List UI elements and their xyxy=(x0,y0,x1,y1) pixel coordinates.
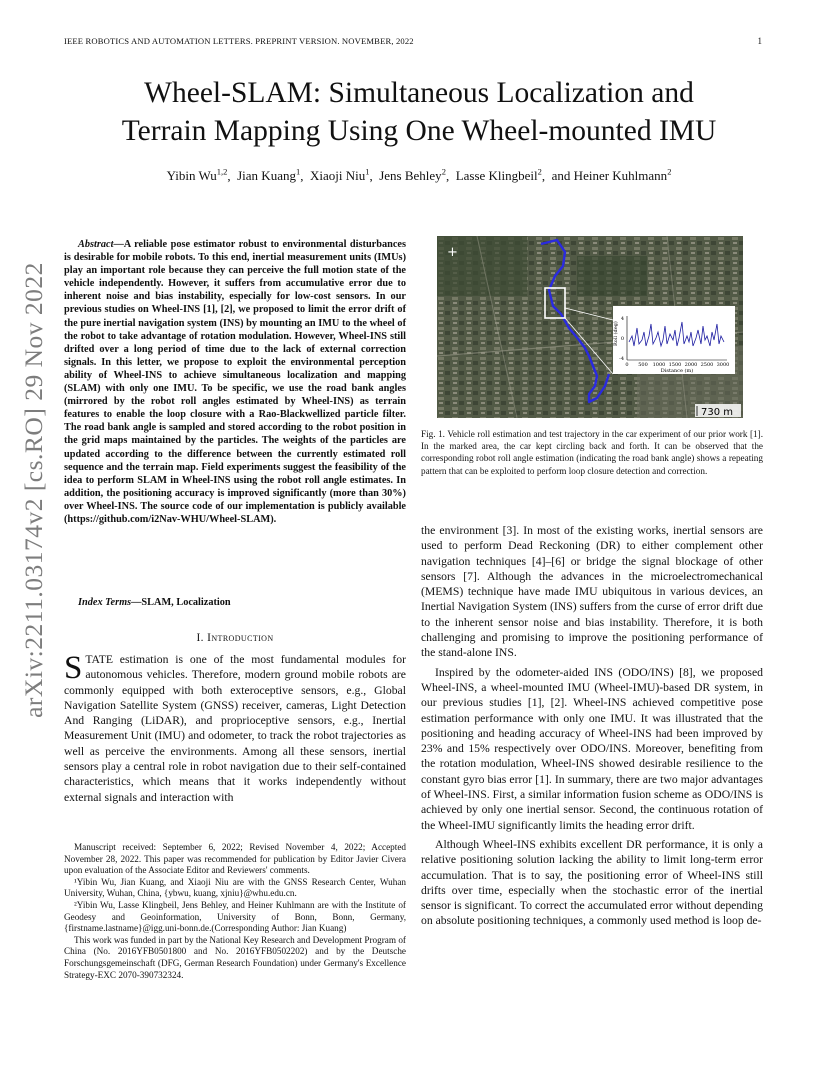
inset-ytick: -4 xyxy=(619,356,624,362)
inset-ylabel: Roll (deg) xyxy=(613,321,619,346)
index-terms-text: —SLAM, Localization xyxy=(131,597,231,608)
inset-ytick: 4 xyxy=(620,316,624,322)
abstract-text: —A reliable pose estimator robust to environmental disturbances is desirable for mobile robots. To this end, inertial measurement units (IMUs) play an important role because they can perceive the full motion state of the vehicle independently. However, it suffers from accumulative error due to inherent noise and bias instability, especially for low-cost sensors. In our previous studies on Wheel-INS [1], [2], we proposed to limit the error drift of the pure inertial navigation system (INS) by mounting an IMU to the wheel of the robot to take advantage of rotation modulation. However, Wheel-INS still drifted over a long period of time due to the lack of external correction signals. In this letter, we propose to exploit the environmental perception ability of Wheel-INS to achieve simultaneous localization and mapping (SLAM) with only one IMU. To be specific, we use the road bank angles (mirrored by the robot roll angles estimated by Wheel-INS) as terrain features to enable the loop closure with a Rao-Blackwellized particle filter. The road bank angle is sampled and stored according to the robot position in the grid maps maintained by the particles. The weights of the particles are updated according to the difference between the currently estimated roll sequence and the terrain map. Field experiments suggest the feasibility of the idea to perform SLAM in Wheel-INS using the robot roll angle estimates. In addition, the positioning accuracy is improved significantly (more than 30%) over Wheel-INS. The source code of our implementation is publicly available (https://github.com/i2Nav-WHU/Wheel-SLAM). xyxy=(64,239,406,525)
paragraph: Although Wheel-INS exhibits excellent DR performance, it is only a relative positioning solution lacking the ability to limit long-term error accumulation. That is to say, the positioning error of Wheel-INS still drifts over time, especially when the stochastic error of the inertial sensor is significant. To correct the accumulated error without depending on absolute positioning techniques, a commonly used method is loop de- xyxy=(421,837,763,928)
inset-xtick: 2500 xyxy=(700,362,714,368)
author: Xiaoji Niu$^1$ xyxy=(309,167,370,184)
inset-xtick: 1500 xyxy=(668,362,682,368)
inset-xtick: 3000 xyxy=(716,362,730,368)
author: Lasse Klingbeil$^2$ xyxy=(455,167,542,184)
author: Jens Behley$^2$ xyxy=(379,167,446,184)
author-list: Yibin Wu$^{1,2}$, Jian Kuang$^1$, Xiaoji Niu$^1$, Jens Behley$^2$, Lasse Klingbeil$^2$, and Heiner Kuhlmann$^2$ xyxy=(166,167,672,184)
footnote: Manuscript received: September 6, 2022; Revised November 4, 2022; Accepted November 28, 2022. This paper was recommended for publication by Editor Javier Civera upon evaluation of the Associate Editor and Reviewers' comments. xyxy=(64,842,406,876)
paragraph: Inspired by the odometer-aided INS (ODO/INS) [8], we proposed Wheel-INS, a wheel-mounted IMU (Wheel-IMU)-based DR system, in our previous studies [1], [2]. Wheel-INS achieved competitive pose estimation performance with only one IMU. It was illustrated that the positioning and heading accuracy of Wheel-INS had been improved by 23% and 15% respectively over ODO/INS. Moreover, benefiting from the rotation modulation, Wheel-INS showed desirable resilience to the constant gyro bias error [1]. In summary, there are two major advantages of Wheel-INS. First, a similar information fusion scheme as ODO/INS is achieved by only one inertial sensor. Second, the continuous rotation of the Wheel-IMU significantly limits the heading error drift. xyxy=(421,665,763,832)
footnotes xyxy=(64,842,406,981)
intro-text: TATE estimation is one of the most fundamental modules for autonomous vehicles. Therefore, modern ground mobile robots are commonly equipped with both exteroceptive sensors, e.g., Global Navigation Satellite System (GNSS) receiver, cameras, Light Detection And Ranging (LiDAR), and proprioceptive sensors, e.g., Inertial Measurement Unit (IMU) and odometer, to track the robot trajectories as well as perceive the environments. Among all these sensors, inertial sensors play a central role in robot navigation due to their self-contained characteristics, which means that it works independently without external signals and interaction with xyxy=(64,653,406,804)
inset-xtick: 0 xyxy=(625,362,629,368)
footnote: ²Yibin Wu, Lasse Klingbeil, Jens Behley, and Heiner Kuhlmann are with the Institute of Geodesy and Geoinformation, University of Bonn, Bonn, Germany, {firstname.lastname}@igg.uni-bonn.de.(Corresponding Author: Jian Kuang) xyxy=(64,899,406,934)
page-number: 1 xyxy=(757,36,762,46)
author: and Heiner Kuhlmann$^2$ xyxy=(551,167,672,184)
inset-xlabel: Distance (m) xyxy=(660,368,694,374)
section-title: Introduction xyxy=(207,632,274,644)
title-line-1: Wheel-SLAM: Simultaneous Localization and xyxy=(144,77,694,109)
figure-caption: Fig. 1. Vehicle roll estimation and test trajectory in the car experiment of our prior work [1]. In the marked area, the car kept circling back and forth. It can be observed that the corresponding robot roll angle estimation (indicating the road bank angle) shows a repeating pattern that can be exploited to perform loop closure detection and correction. xyxy=(421,429,763,476)
intro-paragraph xyxy=(64,652,406,805)
paragraph: the environment [3]. In most of the existing works, inertial sensors are used to perform Dead Reckoning (DR) to either complement other navigation techniques [4]–[6] or bridge the signal blockage of other sensors [7]. Although the advances in the microelectromechanical (MEMS) technique have made IMU ubiquitous in various devices, an Inertial Navigation System (INS) suffers from the curse of error drift due to the inherent sensor noise and bias instability. Therefore, it is both challenging and promising to improve the positioning performance of the stand-alone INS. xyxy=(421,524,763,660)
arxiv-identifier xyxy=(12,262,56,718)
inset-xtick: 1000 xyxy=(652,362,666,368)
abstract xyxy=(64,238,406,526)
author: Jian Kuang$^1$ xyxy=(237,167,301,184)
right-column-text xyxy=(421,523,763,929)
abstract-label: Abstract xyxy=(78,239,114,250)
scale-bar-label: 730 m xyxy=(700,407,733,418)
section-numeral: I. xyxy=(196,632,204,644)
author: Yibin Wu$^{1,2}$ xyxy=(166,167,228,184)
north-arrow-icon: + xyxy=(447,245,458,260)
inset-ytick: 0 xyxy=(620,336,624,342)
section-heading xyxy=(64,632,406,644)
paper-title xyxy=(40,74,798,150)
satellite-map-figure xyxy=(437,236,743,418)
running-header: IEEE ROBOTICS AND AUTOMATION LETTERS. PREPRINT VERSION. NOVEMBER, 2022 xyxy=(64,36,414,46)
inset-xtick: 500 xyxy=(638,362,648,368)
drop-cap: S xyxy=(64,650,83,686)
index-terms xyxy=(64,597,406,608)
figure-1 xyxy=(437,236,743,418)
footnote: ¹Yibin Wu, Jian Kuang, and Xiaoji Niu are with the GNSS Research Center, Wuhan University, Wuhan, China, {ybwu, kuang, xjniu}@whu.edu.cn. xyxy=(64,876,406,899)
arxiv-id-text: arXiv:2211.03174v2 [cs.RO] 29 Nov 2022 xyxy=(19,262,49,718)
title-line-2: Terrain Mapping Using One Wheel-mounted IMU xyxy=(121,115,717,147)
inset-xtick: 2000 xyxy=(684,362,698,368)
index-terms-label: Index Terms xyxy=(78,597,132,608)
footnote: This work was funded in part by the National Key Research and Development Program of China (No. 2016YFB0501800 and No. 2016YFB0502202) and by the Deutsche Forschungsgemeinschaft (DFG, German Research Foundation) under Germany's Excellence Strategy-EXC 2070-390732324. xyxy=(64,934,406,980)
